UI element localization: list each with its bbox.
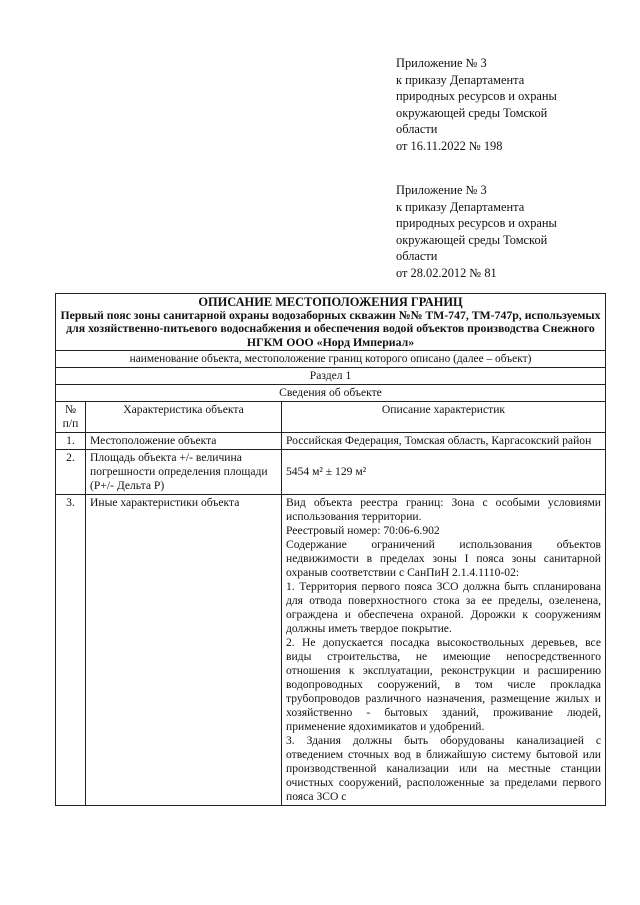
- description-paragraph: 2. Не допускается посадка высокоствольных деревьев, все виды строительства, не имеющие непосредственного отношения к эксплуатации, реконструкции и расширению водопроводных сооружений, в том числе прокладка трубопроводов различного назначения, размещение жилых и хозяйственно - бытовых зданий, проживание людей, применение ядохимикатов и удобрений.: [286, 636, 601, 734]
- document-title-cell: [56, 294, 606, 351]
- row-characteristic: Площадь объекта +/- величина погрешности определения площади (P+/- Дельта P): [86, 450, 282, 495]
- table-row: [56, 433, 606, 450]
- row-number: 2.: [56, 450, 86, 495]
- row-number: 3.: [56, 495, 86, 806]
- boundary-description-table: [55, 293, 606, 806]
- column-header-description: Описание характеристик: [282, 402, 606, 433]
- row-number: 1.: [56, 433, 86, 450]
- object-caption: наименование объекта, местоположение границ которого описано (далее – объект): [56, 351, 606, 368]
- section-subtitle: Сведения об объекте: [56, 385, 606, 402]
- appendix-text: Приложение № 3 к приказу Департамента природных ресурсов и охраны окружающей среды Томской области от 28.02.2012 № 81: [396, 183, 557, 280]
- row-description: [282, 450, 606, 495]
- appendix-block-current: [396, 55, 616, 155]
- appendix-text: Приложение № 3 к приказу Департамента природных ресурсов и охраны окружающей среды Томской области от 16.11.2022 № 198: [396, 56, 557, 153]
- description-paragraph: 1. Территория первого пояса ЗСО должна быть спланирована для отвода поверхностного стока за ее пределы, озеленена, ограждена и обеспечена охраной. Дорожки к сооружениям должны иметь твердое покрытие.: [286, 580, 601, 636]
- document-title: ОПИСАНИЕ МЕСТОПОЛОЖЕНИЯ ГРАНИЦ: [198, 295, 463, 309]
- row-characteristic: Местоположение объекта: [86, 433, 282, 450]
- document-subtitle: Первый пояс зоны санитарной охраны водозаборных скважин №№ ТМ-747, ТМ-747р, используемых для хозяйственно-питьевого водоснабжения и обеспечения водой объектов производства Снежного НГКМ ООО «Норд Империал»: [60, 308, 601, 349]
- description-paragraph: 3. Здания должны быть оборудованы канализацией с отведением сточных вод в ближайшую систему бытовой или производственной канализации или на местные станции очистных сооружений, расположенные за пределами первого пояса ЗСО с: [286, 734, 601, 804]
- description-paragraph: Реестровый номер: 70:06-6.902: [286, 524, 440, 538]
- description-paragraph: Вид объекта реестра границ: Зона с особыми условиями использования территории.: [286, 496, 601, 524]
- row-description: [282, 433, 606, 450]
- table-row: [56, 495, 606, 806]
- row-characteristic: Иные характеристики объекта: [86, 495, 282, 806]
- appendix-block-original: [396, 182, 616, 282]
- description-paragraph: Российская Федерация, Томская область, Каргасокский район: [286, 434, 592, 448]
- table-header-row: [56, 402, 606, 433]
- description-paragraph: Содержание ограничений использования объектов недвижимости в пределах зоны I пояса зоны санитарной охраныв соответствии с СанПиН 2.1.4.1110-02:: [286, 538, 601, 580]
- table-row: [56, 450, 606, 495]
- column-header-characteristic: Характеристика объекта: [86, 402, 282, 433]
- description-paragraph: 5454 м² ± 129 м²: [286, 465, 367, 479]
- column-header-num: № п/п: [56, 402, 86, 433]
- row-description: [282, 495, 606, 806]
- section-title: Раздел 1: [56, 368, 606, 385]
